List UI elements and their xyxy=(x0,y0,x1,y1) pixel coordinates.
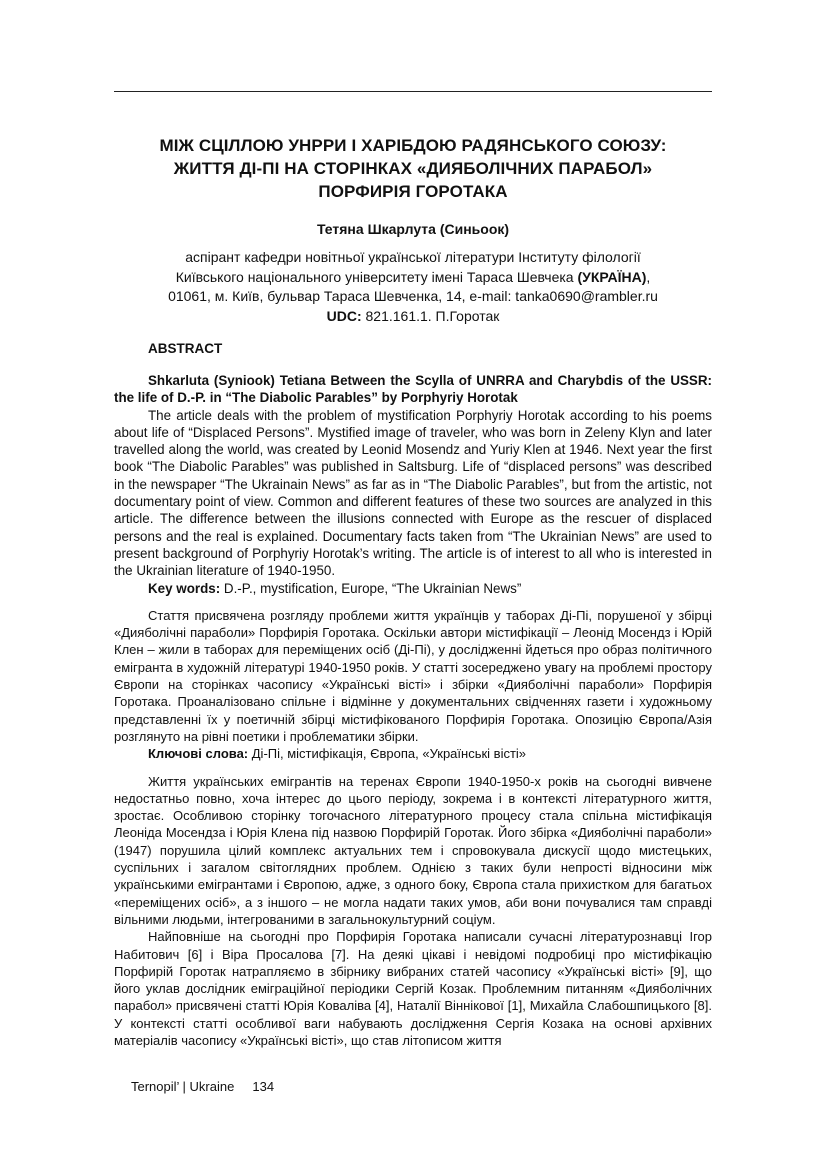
title-line-3: ПОРФИРІЯ ГОРОТАКА xyxy=(318,182,508,201)
title-line-1: МІЖ СЦІЛЛОЮ УНРРИ І ХАРІБДОЮ РАДЯНСЬКОГО СОЮЗУ: xyxy=(159,136,667,155)
article-title xyxy=(114,134,712,203)
english-abstract-text: The article deals with the problem of mystification Porphyriy Horotak according to his poems about life of “Displaced Persons”. Mystified image of traveler, who was born in Zeleny Klyn and later travelled along the world, was created by Leonid Mosendz and Yuriy Klen at 1946. Next year the first book “The Diabolic Parables” was published in Saltsburg. Life of “displaced persons” was described in the newspaper “The Ukrainain News” as far as in “The Diabolic Parables”, but from the artistic, not documentary point of view. Common and different features of these two sources are analyzed in this article. The difference between the illusions connected with Europe as the rescuer of displaced persons and the real is explained. Documentary facts taken from “The Ukrainian News” are used to present background of Porphyriy Horotak’s writing. The article is of interest to all who is interested in the Ukrainian literature of 1940-1950. xyxy=(114,407,712,579)
affiliation-university: Київського національного університету імені Тараса Шевчека xyxy=(175,268,578,285)
ukrainian-keywords-label: Ключові слова: xyxy=(148,746,249,762)
header-rule xyxy=(114,91,712,92)
affiliation-line-2 xyxy=(114,268,712,288)
affiliation-country: (УКРАЇНА) xyxy=(577,268,647,285)
page-number: 134 xyxy=(252,1079,275,1094)
english-keywords xyxy=(114,580,712,597)
page-footer xyxy=(131,1079,274,1095)
affiliation-address: 01061, м. Київ, бульвар Тараса Шевченка, 14, e-mail: tanka0690@rambler.ru xyxy=(168,288,658,304)
ukrainian-abstract-text: Стаття присвячена розгляду проблеми життя українців у таборах Ді-Пі, порушеної у збірці «Дияболічні параболи» Порфирія Горотака. Оскільки автори містифікації – Леонід Мосендз і Юрій Клен – жили в таборах для переміщених осіб (Ді-Пі), у дослідженні йдеться про образ політичного емігранта в художній літературі 1940-1950 років. У статті зосереджено увагу на проблемі простору Європи на сторінках часопису «Українські вісті» і збірки «Дияболічні параболи» Порфирія Горотака. Проаналізовано спільне і відмінне у документальних свідченнях газети і художньому представленні їх у поетичній збірці містифікованого Порфирія Горотака. Опозицію Європа/Азія розглянуто на рівні поетики і проблематики збірки. xyxy=(114,607,712,744)
body-paragraph-1: Життя українських емігрантів на теренах Європи 1940-1950-х років на сьогодні вивчене недостатньо повно, хоча інтерес до цього періоду, зокрема і в контексті літературного життя, зростає. Особливою сторінку тогочасного літературного процесу стала спільна містифікація Леоніда Мосендза і Юрія Клена під назвою Порфирій Горотак. Його збірка «Дияболічні параболи» (1947) порушила цілий комплекс актуальних тем і спровокувала дискусії щодо мистецьких, суспільних і загалом світоглядних проблем. Однією з таких були непрості відносини між українськими емігрантами і Європою, адже, з одного боку, Європа стала прихистком для багатьох «переміщених осіб», а з іншого – не могла надати таких умов, аби вони почувалися там справді вільними людьми, інтегрованими в загальнокультурний соціум. xyxy=(114,773,712,927)
article-body xyxy=(114,372,712,1049)
ukrainian-keywords xyxy=(114,745,712,762)
udc-label: UDC: xyxy=(326,307,362,324)
affiliation-comma: , xyxy=(646,268,651,285)
footer-place: Ternopil’ | Ukraine xyxy=(131,1079,235,1094)
english-abstract-heading xyxy=(114,372,712,407)
affiliation-line-1: аспірант кафедри новітньої української літератури Інституту філології xyxy=(185,249,641,265)
udc-value: 821.161.1. П.Горотак xyxy=(361,307,500,324)
body-paragraph-2: Найповніше на сьогодні про Порфирія Горотака написали сучасні літературознавці Ігор Набитович [6] і Віра Просалова [7]. На деякі цікаві і невідомі подробиці про містифікацію Порфирій Горотак натрапляємо в збірнику вибраних статей часопису «Українські вісті» [9], що його уклав дослідник еміграційної періодики Сергій Козак. Проблемним питанням «Дияболічних парабол» присвячені статті Юрія Коваліва [4], Наталії Віннікової [1], Михайла Слабошпицького [8]. У контексті статті особливої ваги набувають дослідження Сергія Козака на основі архівних матеріалів часопису «Українські вісті», що став літописом життя xyxy=(114,929,712,1048)
english-keywords-value: D.-P., mystification, Europe, “The Ukrainian News” xyxy=(220,580,522,596)
author-name: Тетяна Шкарлута (Синьоок) xyxy=(316,221,510,237)
udc xyxy=(114,307,712,327)
affiliation xyxy=(114,248,712,326)
english-heading-text: Shkarluta (Syniook) Tetiana Between the Scylla of UNRRA and Charybdis of the USSR: the life of D.-P. in “The Diabolic Parables” by Porphyriy Horotak xyxy=(114,373,712,406)
english-keywords-label: Key words: xyxy=(148,580,221,596)
title-line-2: ЖИТТЯ ДІ-ПІ НА СТОРІНКАХ «ДИЯБОЛІЧНИХ ПАРАБОЛ» xyxy=(173,159,653,178)
abstract-heading: ABSTRACT xyxy=(148,341,223,356)
ukrainian-keywords-value: Ді-Пі, містифікація, Європа, «Українські вісті» xyxy=(248,746,527,762)
